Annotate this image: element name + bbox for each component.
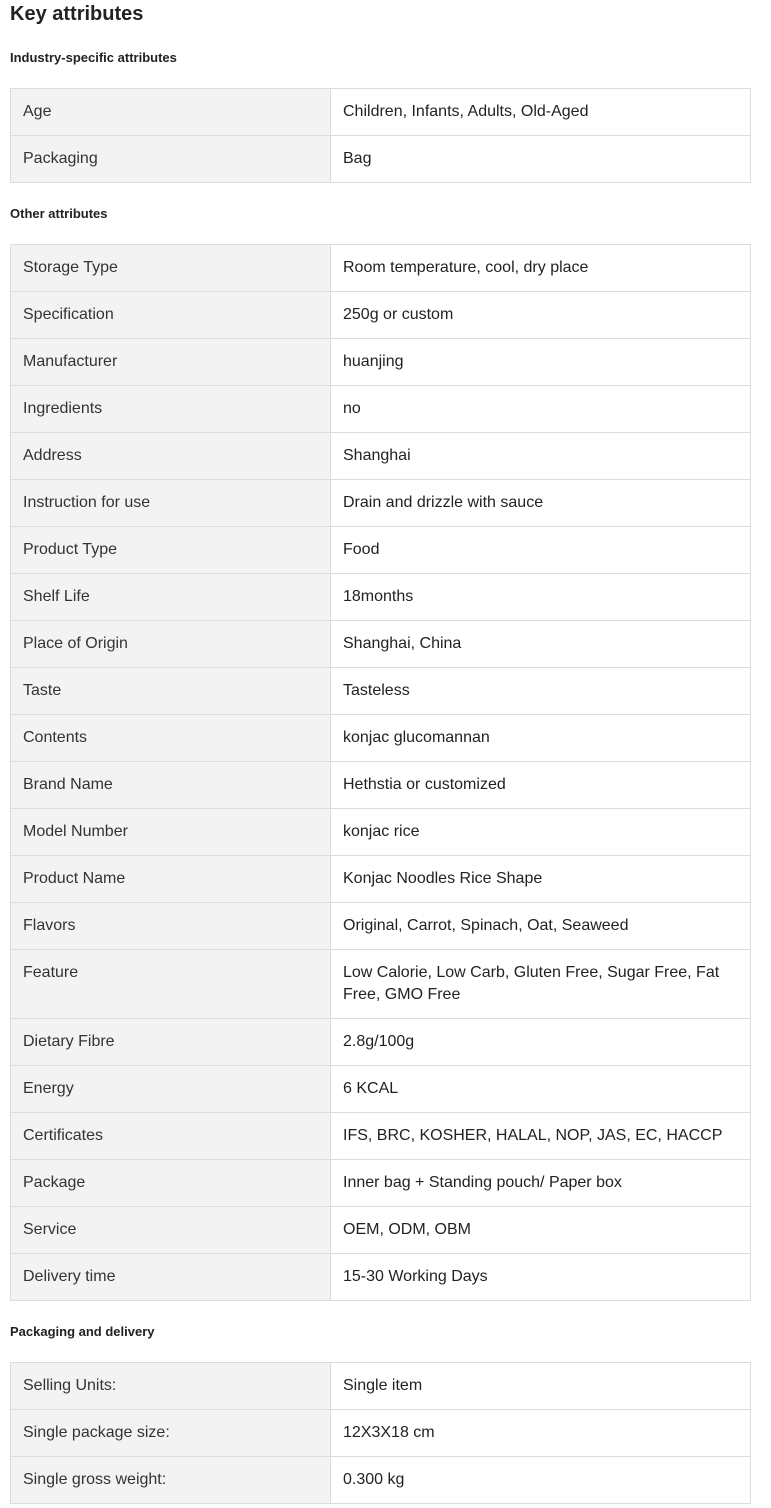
- page-title: Key attributes: [10, 3, 144, 25]
- attribute-name: Contents: [11, 715, 331, 762]
- attribute-value: Drain and drizzle with sauce: [331, 480, 751, 527]
- attribute-name: Packaging: [11, 136, 331, 183]
- attribute-name: Ingredients: [11, 386, 331, 433]
- attribute-value: Konjac Noodles Rice Shape: [331, 856, 751, 903]
- attribute-row: [11, 1113, 751, 1160]
- attribute-value: konjac rice: [331, 809, 751, 856]
- attribute-row: [11, 762, 751, 809]
- attribute-row: [11, 1410, 751, 1457]
- attribute-value: Tasteless: [331, 668, 751, 715]
- attribute-name: Certificates: [11, 1113, 331, 1160]
- section-title-other: Other attributes: [10, 206, 108, 221]
- attribute-name: Model Number: [11, 809, 331, 856]
- attribute-name: Energy: [11, 1066, 331, 1113]
- attribute-row: [11, 1207, 751, 1254]
- attribute-value: 15-30 Working Days: [331, 1254, 751, 1301]
- other-attributes-table: [10, 244, 751, 1301]
- attribute-name: Place of Origin: [11, 621, 331, 668]
- attribute-name: Selling Units:: [11, 1363, 331, 1410]
- attribute-row: [11, 1066, 751, 1113]
- attribute-name: Product Type: [11, 527, 331, 574]
- attribute-row: [11, 527, 751, 574]
- attribute-value: 2.8g/100g: [331, 1019, 751, 1066]
- attribute-row: [11, 668, 751, 715]
- packaging-delivery-table: [10, 1362, 751, 1504]
- attribute-value: 12X3X18 cm: [331, 1410, 751, 1457]
- attribute-value: huanjing: [331, 339, 751, 386]
- attribute-name: Delivery time: [11, 1254, 331, 1301]
- attribute-row: [11, 621, 751, 668]
- attribute-value: Hethstia or customized: [331, 762, 751, 809]
- attribute-value: Low Calorie, Low Carb, Gluten Free, Sugar Free, Fat Free, GMO Free: [331, 950, 751, 1019]
- attribute-row: [11, 1363, 751, 1410]
- attribute-row: [11, 480, 751, 527]
- attribute-row: [11, 1160, 751, 1207]
- attribute-name: Instruction for use: [11, 480, 331, 527]
- attribute-name: Package: [11, 1160, 331, 1207]
- attribute-value: 18months: [331, 574, 751, 621]
- attribute-row: [11, 1019, 751, 1066]
- attribute-name: Shelf Life: [11, 574, 331, 621]
- attribute-value: konjac glucomannan: [331, 715, 751, 762]
- attribute-name: Single package size:: [11, 1410, 331, 1457]
- attribute-name: Feature: [11, 950, 331, 1019]
- attribute-row: [11, 1457, 751, 1504]
- attribute-value: Single item: [331, 1363, 751, 1410]
- attribute-value: Shanghai, China: [331, 621, 751, 668]
- attribute-row: [11, 89, 751, 136]
- attribute-name: Age: [11, 89, 331, 136]
- attribute-row: [11, 245, 751, 292]
- attribute-row: [11, 903, 751, 950]
- attribute-row: [11, 136, 751, 183]
- attribute-row: [11, 715, 751, 762]
- attribute-row: [11, 292, 751, 339]
- attribute-value: no: [331, 386, 751, 433]
- attribute-row: [11, 386, 751, 433]
- attribute-value: Bag: [331, 136, 751, 183]
- attribute-value: 0.300 kg: [331, 1457, 751, 1504]
- attribute-name: Specification: [11, 292, 331, 339]
- attribute-name: Manufacturer: [11, 339, 331, 386]
- attribute-name: Storage Type: [11, 245, 331, 292]
- attribute-name: Service: [11, 1207, 331, 1254]
- attribute-name: Flavors: [11, 903, 331, 950]
- attribute-value: Original, Carrot, Spinach, Oat, Seaweed: [331, 903, 751, 950]
- attribute-value: Room temperature, cool, dry place: [331, 245, 751, 292]
- attribute-name: Single gross weight:: [11, 1457, 331, 1504]
- attribute-row: [11, 339, 751, 386]
- attribute-row: [11, 950, 751, 1019]
- attribute-value: IFS, BRC, KOSHER, HALAL, NOP, JAS, EC, HACCP: [331, 1113, 751, 1160]
- attribute-name: Taste: [11, 668, 331, 715]
- attribute-row: [11, 574, 751, 621]
- attribute-row: [11, 809, 751, 856]
- attribute-value: 6 KCAL: [331, 1066, 751, 1113]
- attribute-value: Inner bag + Standing pouch/ Paper box: [331, 1160, 751, 1207]
- attribute-row: [11, 856, 751, 903]
- attribute-name: Address: [11, 433, 331, 480]
- attribute-value: OEM, ODM, OBM: [331, 1207, 751, 1254]
- attribute-value: 250g or custom: [331, 292, 751, 339]
- attribute-row: [11, 433, 751, 480]
- attribute-name: Dietary Fibre: [11, 1019, 331, 1066]
- section-title-industry: Industry-specific attributes: [10, 50, 177, 65]
- industry-attributes-table: [10, 88, 751, 183]
- attribute-value: Food: [331, 527, 751, 574]
- attribute-value: Shanghai: [331, 433, 751, 480]
- section-title-packaging: Packaging and delivery: [10, 1324, 155, 1339]
- attribute-row: [11, 1254, 751, 1301]
- attribute-value: Children, Infants, Adults, Old-Aged: [331, 89, 751, 136]
- attribute-name: Brand Name: [11, 762, 331, 809]
- attribute-name: Product Name: [11, 856, 331, 903]
